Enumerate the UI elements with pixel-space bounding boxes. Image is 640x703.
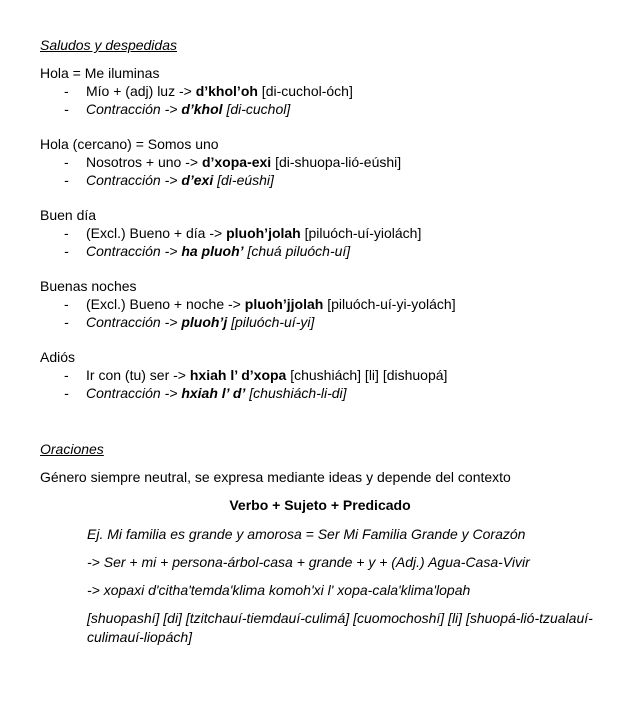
example-sentence: Ej. Mi familia es grande y amorosa = Ser Mi Familia Grande y Corazón — [87, 526, 526, 542]
list-item: - Contracción -> hxiah l’ d’ [chushiách-li-di] — [64, 385, 347, 401]
greeting-title: Buenas noches — [40, 278, 137, 294]
example-gloss: -> Ser + mi + persona-árbol-casa + grande + y + (Adj.) Agua-Casa-Vivir — [87, 554, 530, 570]
list-item: - (Excl.) Bueno + noche -> pluoh’jjolah [piluóch-uí-yi-yolách] — [64, 296, 456, 312]
example-translation: -> xopaxi d'citha'temda'klima komoh'xi l' xopa-cala'klima'lopah — [87, 582, 471, 598]
greeting-title: Hola = Me iluminas — [40, 65, 160, 81]
list-item: - Contracción -> ha pluoh’ [chuá piluóch-uí] — [64, 243, 351, 259]
section-heading-oraciones: Oraciones — [40, 441, 104, 457]
list-item: - Contracción -> d’khol [di-cuchol] — [64, 101, 291, 117]
section-heading-saludos: Saludos y despedidas — [40, 37, 177, 53]
sentence-formula: Verbo + Sujeto + Predicado — [229, 497, 411, 513]
greeting-title: Hola (cercano) = Somos uno — [40, 136, 219, 152]
list-item: - Contracción -> d’exi [di-eúshi] — [64, 172, 274, 188]
list-item: - Nosotros + uno -> d’xopa-exi [di-shuopa-lió-eúshi] — [64, 154, 402, 170]
list-item: - (Excl.) Bueno + día -> pluoh’jolah [piluóch-uí-yiolách] — [64, 225, 422, 241]
example-pronunciation: [shuopashí] [di] [tzitchauí-tiemdauí-culimá] [cuomochoshí] [li] [shuopá-lió-tzualauí-culimauí-liopách] — [87, 610, 593, 645]
greeting-title: Adiós — [40, 349, 76, 365]
list-item: - Mío + (adj) luz -> d’khol’oh [di-cuchol-óch] — [64, 83, 353, 99]
list-item: - Ir con (tu) ser -> hxiah l’ d’xopa [chushiách] [li] [dishuopá] — [64, 367, 448, 383]
oraciones-intro: Género siempre neutral, se expresa mediante ideas y depende del contexto — [40, 469, 511, 485]
greeting-title: Buen día — [40, 207, 97, 223]
list-item: - Contracción -> pluoh’j [piluóch-uí-yi] — [64, 314, 315, 330]
